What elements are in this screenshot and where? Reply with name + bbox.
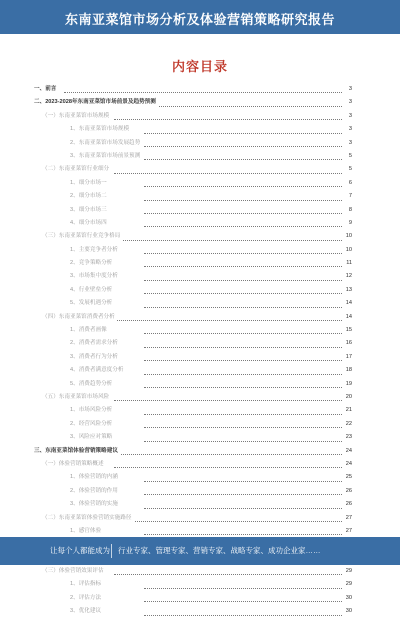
toc-leader-dots bbox=[144, 253, 342, 254]
toc-entry-title: 1、消费者画像 bbox=[70, 324, 109, 337]
toc-leader-dots bbox=[144, 333, 342, 334]
toc-entry-page: 29 bbox=[344, 565, 352, 578]
toc-entry-title: 2、消费者需求分析 bbox=[70, 337, 120, 350]
toc-entry-title: 2、经营风险分析 bbox=[70, 418, 114, 431]
toc-entry[interactable] bbox=[34, 512, 352, 525]
toc-entry-title: （五）东南亚菜馆市场风险 bbox=[42, 391, 111, 404]
toc-entry-page: 30 bbox=[344, 605, 352, 618]
toc-entry[interactable] bbox=[34, 565, 352, 578]
toc-entry-page: 5 bbox=[347, 163, 352, 176]
toc-leader-dots bbox=[144, 481, 342, 482]
toc-entry-page: 25 bbox=[344, 471, 352, 484]
toc-leader-dots bbox=[144, 200, 342, 201]
toc-entry-page: 8 bbox=[347, 204, 352, 217]
toc-entry[interactable] bbox=[34, 217, 352, 230]
toc-entry[interactable] bbox=[34, 204, 352, 217]
toc-entry-page: 16 bbox=[344, 337, 352, 350]
toc-leader-dots bbox=[144, 534, 342, 535]
header-banner bbox=[0, 0, 400, 34]
toc-entry-page: 5 bbox=[347, 150, 352, 163]
toc-leader-dots bbox=[144, 293, 342, 294]
toc-entry-title: 二、2023-2028年东南亚菜馆市场前景及趋势预测 bbox=[34, 96, 158, 109]
toc-leader-dots bbox=[144, 360, 342, 361]
toc-entry[interactable] bbox=[34, 324, 352, 337]
toc-entry-title: （二）东南亚菜馆行业细分 bbox=[42, 163, 111, 176]
toc-leader-dots bbox=[114, 574, 342, 575]
toc-entry-title: 4、细分市场四 bbox=[70, 217, 109, 230]
toc-entry-title: 1、东南亚菜馆市场规模 bbox=[70, 123, 131, 136]
toc-leader-dots bbox=[144, 494, 342, 495]
toc-entry-title: （三）东南亚菜馆行业竞争格局 bbox=[42, 230, 122, 243]
toc-entry[interactable] bbox=[34, 592, 352, 605]
toc-entry-page: 12 bbox=[344, 270, 352, 283]
toc-entry-title: 2、评估方法 bbox=[70, 592, 103, 605]
toc-leader-dots bbox=[114, 119, 342, 120]
toc-entry-title: 3、风险应对策略 bbox=[70, 431, 114, 444]
toc-entry-title: （一）体验营销策略概述 bbox=[42, 458, 106, 471]
toc-entry-title: 3、细分市场三 bbox=[70, 204, 109, 217]
toc-entry-page: 26 bbox=[344, 498, 352, 511]
toc-entry-page: 14 bbox=[344, 297, 352, 310]
toc-entry[interactable] bbox=[34, 83, 352, 96]
toc-entry-page: 7 bbox=[347, 190, 352, 203]
toc-entry-title: （一）东南亚菜馆市场规模 bbox=[42, 110, 111, 123]
toc-entry[interactable] bbox=[34, 96, 352, 109]
footer-divider bbox=[111, 544, 112, 558]
toc-leader-dots bbox=[144, 427, 342, 428]
toc-entry[interactable] bbox=[34, 578, 352, 591]
toc-entry-title: 5、发展机遇分析 bbox=[70, 297, 114, 310]
toc-entry-page: 24 bbox=[344, 458, 352, 471]
toc-entry[interactable] bbox=[34, 498, 352, 511]
toc-entry[interactable] bbox=[34, 404, 352, 417]
toc-entry[interactable] bbox=[34, 364, 352, 377]
toc-entry-page: 20 bbox=[344, 391, 352, 404]
toc-entry-title: 1、主要竞争者分析 bbox=[70, 244, 120, 257]
toc-leader-dots bbox=[144, 387, 342, 388]
toc-entry-title: （四）东南亚菜馆消费者分析 bbox=[42, 311, 117, 324]
footer-slogan: 让每个人都能成为 bbox=[50, 546, 110, 555]
toc-entry-page: 3 bbox=[347, 137, 352, 150]
toc-entry[interactable] bbox=[34, 485, 352, 498]
toc-entry[interactable] bbox=[34, 190, 352, 203]
toc-leader-dots bbox=[144, 347, 342, 348]
toc-entry-title: 3、市场集中度分析 bbox=[70, 270, 120, 283]
toc-entry-page: 26 bbox=[344, 485, 352, 498]
footer-roles: 行业专家、管理专家、营销专家、战略专家、成功企业家…… bbox=[118, 546, 321, 555]
toc-entry-title: 3、体验营销的实施 bbox=[70, 498, 120, 511]
toc-entry[interactable] bbox=[34, 431, 352, 444]
toc-entry-page: 29 bbox=[344, 578, 352, 591]
toc-leader-dots bbox=[144, 307, 342, 308]
toc-entry-page: 3 bbox=[347, 83, 352, 96]
toc-entry[interactable] bbox=[34, 284, 352, 297]
toc-entry[interactable] bbox=[34, 605, 352, 618]
toc-entry-title: 1、体验营销的内涵 bbox=[70, 471, 120, 484]
toc-entry[interactable] bbox=[34, 418, 352, 431]
toc-entry-page: 15 bbox=[344, 324, 352, 337]
toc-leader-dots bbox=[144, 213, 342, 214]
toc-entry-page: 23 bbox=[344, 431, 352, 444]
toc-entry-title: 3、东南亚菜馆市场前景预测 bbox=[70, 150, 142, 163]
toc-entry-title: 4、行业壁垒分析 bbox=[70, 284, 114, 297]
toc-entry-page: 13 bbox=[344, 284, 352, 297]
toc-entry-title: 3、优化建议 bbox=[70, 605, 103, 618]
toc-entry[interactable] bbox=[34, 458, 352, 471]
toc-leader-dots bbox=[144, 441, 342, 442]
toc-entry-title: 1、市场风险分析 bbox=[70, 404, 114, 417]
toc-entry-page: 11 bbox=[344, 257, 352, 270]
toc-leader-dots bbox=[144, 508, 342, 509]
toc-entry[interactable] bbox=[34, 378, 352, 391]
toc-entry-title: （二）东南亚菜馆体验营销实施路径 bbox=[42, 512, 134, 525]
toc-leader-dots bbox=[144, 266, 342, 267]
toc-entry[interactable] bbox=[34, 110, 352, 123]
toc-entry-title: 3、消费者行为分析 bbox=[70, 351, 120, 364]
toc-entry[interactable] bbox=[34, 351, 352, 364]
footer-banner bbox=[0, 537, 400, 565]
toc-leader-dots bbox=[114, 400, 342, 401]
toc-leader-dots bbox=[64, 92, 342, 93]
toc-entry[interactable] bbox=[34, 445, 352, 458]
toc-entry-page: 27 bbox=[344, 525, 352, 538]
toc-entry[interactable] bbox=[34, 150, 352, 163]
toc-entry-page: 3 bbox=[347, 110, 352, 123]
toc-entry-page: 6 bbox=[347, 177, 352, 190]
toc-leader-dots bbox=[144, 159, 342, 160]
toc-entry-page: 21 bbox=[344, 404, 352, 417]
toc-leader-dots bbox=[144, 226, 342, 227]
toc-leader-dots bbox=[144, 133, 342, 134]
toc-heading: 内容目录 bbox=[171, 59, 228, 74]
toc-entry[interactable] bbox=[34, 257, 352, 270]
toc-entry-title: 2、东南亚菜馆市场发展趋势 bbox=[70, 137, 142, 150]
toc-entry[interactable] bbox=[34, 137, 352, 150]
toc-entry-title: 1、感官体验 bbox=[70, 525, 103, 538]
toc-leader-dots bbox=[114, 240, 342, 241]
toc-leader-dots bbox=[144, 414, 342, 415]
toc-entry[interactable] bbox=[34, 311, 352, 324]
toc-entry-title: 5、消费趋势分析 bbox=[70, 378, 114, 391]
toc-entry-page: 27 bbox=[344, 512, 352, 525]
toc-entry[interactable] bbox=[34, 177, 352, 190]
toc-entry-page: 30 bbox=[344, 592, 352, 605]
toc-entry-page: 10 bbox=[344, 230, 352, 243]
toc-leader-dots bbox=[114, 521, 342, 522]
toc-entry[interactable] bbox=[34, 244, 352, 257]
toc-leader-dots bbox=[144, 186, 342, 187]
toc-entry-page: 9 bbox=[347, 217, 352, 230]
toc-entry[interactable] bbox=[34, 163, 352, 176]
toc-entry-page: 3 bbox=[347, 96, 352, 109]
toc-entry-title: 2、细分市场二 bbox=[70, 190, 109, 203]
toc-entry[interactable] bbox=[34, 391, 352, 404]
toc-leader-dots bbox=[144, 601, 342, 602]
toc-entry-title: 4、消费者满意度分析 bbox=[70, 364, 125, 377]
toc-entry-title: 2、体验营销的作用 bbox=[70, 485, 120, 498]
toc-entry-title: 一、前言 bbox=[34, 83, 58, 96]
toc-entry[interactable] bbox=[34, 337, 352, 350]
toc-entry-title: 1、细分市场一 bbox=[70, 177, 109, 190]
toc-entry-page: 19 bbox=[344, 378, 352, 391]
toc-entry-title: 1、评估指标 bbox=[70, 578, 103, 591]
toc-entry-page: 22 bbox=[344, 418, 352, 431]
toc-leader-dots bbox=[144, 146, 342, 147]
toc-leader-dots bbox=[144, 588, 342, 589]
toc-entry-page: 24 bbox=[344, 445, 352, 458]
toc-leader-dots bbox=[114, 173, 342, 174]
toc-entry-page: 3 bbox=[347, 123, 352, 136]
toc-entry-page: 10 bbox=[344, 244, 352, 257]
toc-entry-page: 18 bbox=[344, 364, 352, 377]
toc-entry-title: 2、竞争策略分析 bbox=[70, 257, 114, 270]
toc-entry[interactable] bbox=[34, 230, 352, 243]
toc-leader-dots bbox=[114, 467, 342, 468]
toc-leader-dots bbox=[144, 374, 342, 375]
toc-leader-dots bbox=[144, 280, 342, 281]
toc-leader-dots bbox=[114, 320, 342, 321]
toc-entry-title: （三）体验营销效果评估 bbox=[42, 565, 106, 578]
toc-entry[interactable] bbox=[34, 471, 352, 484]
toc-entry[interactable] bbox=[34, 297, 352, 310]
toc-entry-title: 三、东南亚菜馆体验营销策略建议 bbox=[34, 445, 120, 458]
toc-entry-page: 14 bbox=[344, 311, 352, 324]
toc-entry[interactable] bbox=[34, 123, 352, 136]
toc-entry[interactable] bbox=[34, 270, 352, 283]
report-title: 东南亚菜馆市场分析及体验营销策略研究报告 bbox=[64, 12, 335, 27]
toc-leader-dots bbox=[144, 615, 342, 616]
toc-entry-page: 17 bbox=[344, 351, 352, 364]
